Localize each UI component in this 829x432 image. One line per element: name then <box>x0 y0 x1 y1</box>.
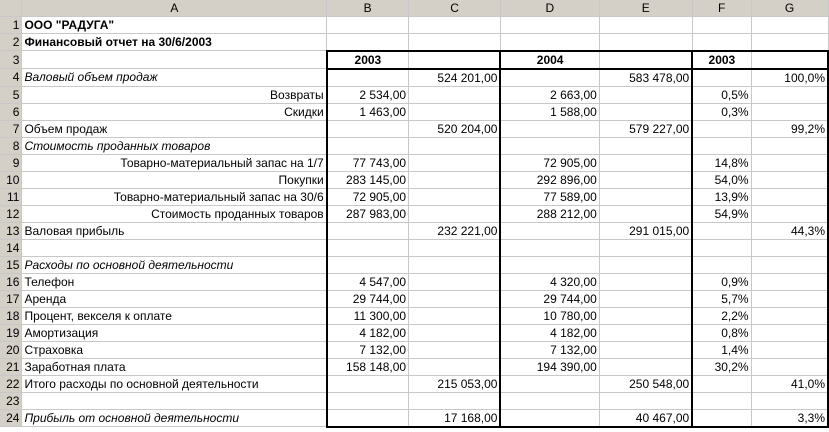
cell-e4[interactable]: 583 478,00 <box>599 69 692 87</box>
cell-a9[interactable]: Товарно-материальный запас на 1/7 <box>22 154 327 171</box>
cell-f13[interactable] <box>692 222 751 239</box>
cell-b1[interactable] <box>327 17 409 34</box>
cell-c24[interactable]: 17 168,00 <box>409 409 501 427</box>
row-header[interactable]: 21 <box>0 358 22 375</box>
table-row <box>0 51 828 69</box>
cell-d22[interactable] <box>500 375 599 392</box>
cell-a1[interactable]: ООО "РАДУГА" <box>22 17 327 34</box>
cell-f2[interactable] <box>692 34 751 51</box>
cell-f21[interactable]: 30,2% <box>692 358 751 375</box>
cell-g23[interactable] <box>751 392 828 409</box>
cell-e9[interactable] <box>599 154 692 171</box>
cell-c1[interactable] <box>409 17 501 34</box>
cell-c5[interactable] <box>409 86 501 103</box>
row-header[interactable]: 19 <box>0 324 22 341</box>
cell-g18[interactable] <box>751 307 828 324</box>
cell-a5[interactable]: Возвраты <box>22 86 327 103</box>
row-header[interactable]: 18 <box>0 307 22 324</box>
cell-d15[interactable] <box>500 256 599 273</box>
table-row <box>0 324 828 341</box>
cell-g22[interactable]: 41,0% <box>751 375 828 392</box>
cell-c22[interactable]: 215 053,00 <box>409 375 501 392</box>
table-row <box>0 120 828 137</box>
cell-b12[interactable]: 287 983,00 <box>327 205 409 222</box>
cell-b2[interactable] <box>327 34 409 51</box>
cell-g4[interactable]: 100,0% <box>751 69 828 87</box>
cell-a16[interactable]: Телефон <box>22 273 327 290</box>
column-header-b[interactable]: B <box>327 0 409 17</box>
cell-e13[interactable]: 291 015,00 <box>599 222 692 239</box>
cell-f7[interactable] <box>692 120 751 137</box>
cell-b3[interactable]: 2003 <box>327 51 409 69</box>
cell-c14[interactable] <box>409 239 501 256</box>
cell-d12[interactable]: 288 212,00 <box>500 205 599 222</box>
row-header[interactable]: 16 <box>0 273 22 290</box>
cell-d14[interactable] <box>500 239 599 256</box>
table-row <box>0 69 828 87</box>
cell-f16[interactable]: 0,9% <box>692 273 751 290</box>
cell-b13[interactable] <box>327 222 409 239</box>
cell-e15[interactable] <box>599 256 692 273</box>
cell-d19[interactable]: 4 182,00 <box>500 324 599 341</box>
cell-b7[interactable] <box>327 120 409 137</box>
cell-d7[interactable] <box>500 120 599 137</box>
cell-c23[interactable] <box>409 392 501 409</box>
cell-g3[interactable] <box>751 51 828 69</box>
cell-a8[interactable]: Стоимость проданных товаров <box>22 137 327 154</box>
cell-d4[interactable] <box>500 69 599 87</box>
cell-f17[interactable]: 5,7% <box>692 290 751 307</box>
cell-g24[interactable]: 3,3% <box>751 409 828 427</box>
table-row <box>0 409 828 427</box>
table-row <box>0 392 828 409</box>
cell-a14[interactable] <box>22 239 327 256</box>
cell-a4[interactable]: Валовый объем продаж <box>22 69 327 87</box>
cell-d16[interactable]: 4 320,00 <box>500 273 599 290</box>
row-header[interactable]: 7 <box>0 120 22 137</box>
cell-b19[interactable]: 4 182,00 <box>327 324 409 341</box>
row-header[interactable]: 8 <box>0 137 22 154</box>
cell-c4[interactable]: 524 201,00 <box>409 69 501 87</box>
row-header[interactable]: 2 <box>0 34 22 51</box>
cell-g7[interactable]: 99,2% <box>751 120 828 137</box>
table-row <box>0 17 828 34</box>
cell-f1[interactable] <box>692 17 751 34</box>
cell-f10[interactable]: 54,0% <box>692 171 751 188</box>
cell-d23[interactable] <box>500 392 599 409</box>
table-row <box>0 239 828 256</box>
cell-b14[interactable] <box>327 239 409 256</box>
cell-b24[interactable] <box>327 409 409 427</box>
cell-a6[interactable]: Скидки <box>22 103 327 120</box>
table-row <box>0 341 828 358</box>
row-header[interactable]: 9 <box>0 154 22 171</box>
cell-f6[interactable]: 0,3% <box>692 103 751 120</box>
cell-b17[interactable]: 29 744,00 <box>327 290 409 307</box>
cell-a20[interactable]: Страховка <box>22 341 327 358</box>
cell-f15[interactable] <box>692 256 751 273</box>
cell-c20[interactable] <box>409 341 501 358</box>
cell-b21[interactable]: 158 148,00 <box>327 358 409 375</box>
cell-a24[interactable]: Прибыль от основной деятельности <box>22 409 327 427</box>
cell-e14[interactable] <box>599 239 692 256</box>
table-row <box>0 273 828 290</box>
cell-c8[interactable] <box>409 137 501 154</box>
cell-c18[interactable] <box>409 307 501 324</box>
cell-d24[interactable] <box>500 409 599 427</box>
table-row <box>0 222 828 239</box>
cell-g16[interactable] <box>751 273 828 290</box>
cell-d1[interactable] <box>500 17 599 34</box>
cell-c6[interactable] <box>409 103 501 120</box>
cell-g15[interactable] <box>751 256 828 273</box>
cell-b10[interactable]: 283 145,00 <box>327 171 409 188</box>
table-row <box>0 103 828 120</box>
cell-e21[interactable] <box>599 358 692 375</box>
cell-c13[interactable]: 232 221,00 <box>409 222 501 239</box>
cell-g20[interactable] <box>751 341 828 358</box>
cell-f18[interactable]: 2,2% <box>692 307 751 324</box>
table-row <box>0 86 828 103</box>
cell-b6[interactable]: 1 463,00 <box>327 103 409 120</box>
cell-f19[interactable]: 0,8% <box>692 324 751 341</box>
row-header[interactable]: 6 <box>0 103 22 120</box>
cell-b23[interactable] <box>327 392 409 409</box>
cell-f11[interactable]: 13,9% <box>692 188 751 205</box>
cell-b15[interactable] <box>327 256 409 273</box>
cell-e18[interactable] <box>599 307 692 324</box>
cell-e12[interactable] <box>599 205 692 222</box>
cell-b4[interactable] <box>327 69 409 87</box>
cell-f12[interactable]: 54,9% <box>692 205 751 222</box>
cell-a3[interactable] <box>22 51 327 69</box>
cell-c17[interactable] <box>409 290 501 307</box>
cell-f24[interactable] <box>692 409 751 427</box>
column-header-row <box>0 0 828 17</box>
cell-a15[interactable]: Расходы по основной деятельности <box>22 256 327 273</box>
row-header[interactable]: 4 <box>0 69 22 87</box>
cell-g12[interactable] <box>751 205 828 222</box>
cell-c2[interactable] <box>409 34 501 51</box>
table-row <box>0 290 828 307</box>
cell-g21[interactable] <box>751 358 828 375</box>
cell-a19[interactable]: Амортизация <box>22 324 327 341</box>
cell-g10[interactable] <box>751 171 828 188</box>
cell-c7[interactable]: 520 204,00 <box>409 120 501 137</box>
cell-a7[interactable]: Объем продаж <box>22 120 327 137</box>
cell-a21[interactable]: Заработная плата <box>22 358 327 375</box>
row-header[interactable]: 24 <box>0 409 22 427</box>
table-row <box>0 205 828 222</box>
cell-a11[interactable]: Товарно-материальный запас на 30/6 <box>22 188 327 205</box>
column-header-e[interactable]: E <box>599 0 692 17</box>
column-header-a[interactable]: A <box>22 0 327 17</box>
cell-d11[interactable]: 77 589,00 <box>500 188 599 205</box>
table-row <box>0 256 828 273</box>
cell-f4[interactable] <box>692 69 751 87</box>
cell-d10[interactable]: 292 896,00 <box>500 171 599 188</box>
cell-c19[interactable] <box>409 324 501 341</box>
cell-c16[interactable] <box>409 273 501 290</box>
cell-g17[interactable] <box>751 290 828 307</box>
cell-c10[interactable] <box>409 171 501 188</box>
table-row <box>0 154 828 171</box>
cell-a23[interactable] <box>22 392 327 409</box>
cell-a18[interactable]: Процент, векселя к оплате <box>22 307 327 324</box>
cell-c12[interactable] <box>409 205 501 222</box>
cell-d8[interactable] <box>500 137 599 154</box>
cell-e20[interactable] <box>599 341 692 358</box>
row-header[interactable]: 15 <box>0 256 22 273</box>
cell-f3[interactable]: 2003 <box>692 51 751 69</box>
cell-g6[interactable] <box>751 103 828 120</box>
cell-e3[interactable] <box>599 51 692 69</box>
cell-g13[interactable]: 44,3% <box>751 222 828 239</box>
row-header[interactable]: 20 <box>0 341 22 358</box>
cell-b9[interactable]: 77 743,00 <box>327 154 409 171</box>
row-header[interactable]: 22 <box>0 375 22 392</box>
cell-a10[interactable]: Покупки <box>22 171 327 188</box>
cell-e8[interactable] <box>599 137 692 154</box>
cell-g2[interactable] <box>751 34 828 51</box>
cell-e17[interactable] <box>599 290 692 307</box>
cell-d2[interactable] <box>500 34 599 51</box>
cell-d21[interactable]: 194 390,00 <box>500 358 599 375</box>
cell-a2[interactable]: Финансовый отчет на 30/6/2003 <box>22 34 327 51</box>
table-row <box>0 358 828 375</box>
cell-g11[interactable] <box>751 188 828 205</box>
cell-d3[interactable]: 2004 <box>500 51 599 69</box>
cell-g19[interactable] <box>751 324 828 341</box>
select-all-corner[interactable] <box>0 0 22 17</box>
cell-e11[interactable] <box>599 188 692 205</box>
cell-c15[interactable] <box>409 256 501 273</box>
row-header[interactable]: 12 <box>0 205 22 222</box>
cell-a22[interactable]: Итого расходы по основной деятельности <box>22 375 327 392</box>
cell-f20[interactable]: 1,4% <box>692 341 751 358</box>
table-row <box>0 375 828 392</box>
cell-c11[interactable] <box>409 188 501 205</box>
column-header-d[interactable]: D <box>500 0 599 17</box>
cell-f22[interactable] <box>692 375 751 392</box>
cell-a17[interactable]: Аренда <box>22 290 327 307</box>
cell-c21[interactable] <box>409 358 501 375</box>
cell-d6[interactable]: 1 588,00 <box>500 103 599 120</box>
table-row <box>0 171 828 188</box>
cell-f9[interactable]: 14,8% <box>692 154 751 171</box>
cell-f23[interactable] <box>692 392 751 409</box>
cell-e6[interactable] <box>599 103 692 120</box>
cell-e1[interactable] <box>599 17 692 34</box>
cell-e16[interactable] <box>599 273 692 290</box>
row-header[interactable]: 1 <box>0 17 22 34</box>
cell-c3[interactable] <box>409 51 501 69</box>
row-header[interactable]: 17 <box>0 290 22 307</box>
cell-c9[interactable] <box>409 154 501 171</box>
cell-d9[interactable]: 72 905,00 <box>500 154 599 171</box>
table-row <box>0 307 828 324</box>
cell-e23[interactable] <box>599 392 692 409</box>
cell-b20[interactable]: 7 132,00 <box>327 341 409 358</box>
row-header[interactable]: 10 <box>0 171 22 188</box>
row-header[interactable]: 13 <box>0 222 22 239</box>
table-row <box>0 137 828 154</box>
row-header[interactable]: 5 <box>0 86 22 103</box>
column-header-g[interactable]: G <box>751 0 828 17</box>
cell-g8[interactable] <box>751 137 828 154</box>
cell-e22[interactable]: 250 548,00 <box>599 375 692 392</box>
row-header[interactable]: 3 <box>0 51 22 69</box>
cell-a12[interactable]: Стоимость проданных товаров <box>22 205 327 222</box>
cell-f5[interactable]: 0,5% <box>692 86 751 103</box>
cell-e24[interactable]: 40 467,00 <box>599 409 692 427</box>
cell-e5[interactable] <box>599 86 692 103</box>
cell-b18[interactable]: 11 300,00 <box>327 307 409 324</box>
row-header[interactable]: 14 <box>0 239 22 256</box>
cell-b5[interactable]: 2 534,00 <box>327 86 409 103</box>
cell-d17[interactable]: 29 744,00 <box>500 290 599 307</box>
cell-b22[interactable] <box>327 375 409 392</box>
cell-e19[interactable] <box>599 324 692 341</box>
cell-a13[interactable]: Валовая прибыль <box>22 222 327 239</box>
cell-d13[interactable] <box>500 222 599 239</box>
cell-b11[interactable]: 72 905,00 <box>327 188 409 205</box>
cell-g9[interactable] <box>751 154 828 171</box>
cell-f8[interactable] <box>692 137 751 154</box>
cell-e7[interactable]: 579 227,00 <box>599 120 692 137</box>
row-header[interactable]: 11 <box>0 188 22 205</box>
cell-g14[interactable] <box>751 239 828 256</box>
row-header[interactable]: 23 <box>0 392 22 409</box>
cell-f14[interactable] <box>692 239 751 256</box>
column-header-c[interactable]: C <box>409 0 501 17</box>
cell-b16[interactable]: 4 547,00 <box>327 273 409 290</box>
cell-d18[interactable]: 10 780,00 <box>500 307 599 324</box>
cell-b8[interactable] <box>327 137 409 154</box>
cell-e10[interactable] <box>599 171 692 188</box>
cell-d20[interactable]: 7 132,00 <box>500 341 599 358</box>
cell-g5[interactable] <box>751 86 828 103</box>
table-row <box>0 34 828 51</box>
column-header-f[interactable]: F <box>692 0 751 17</box>
table-row <box>0 188 828 205</box>
cell-e2[interactable] <box>599 34 692 51</box>
cell-d5[interactable]: 2 663,00 <box>500 86 599 103</box>
cell-g1[interactable] <box>751 17 828 34</box>
